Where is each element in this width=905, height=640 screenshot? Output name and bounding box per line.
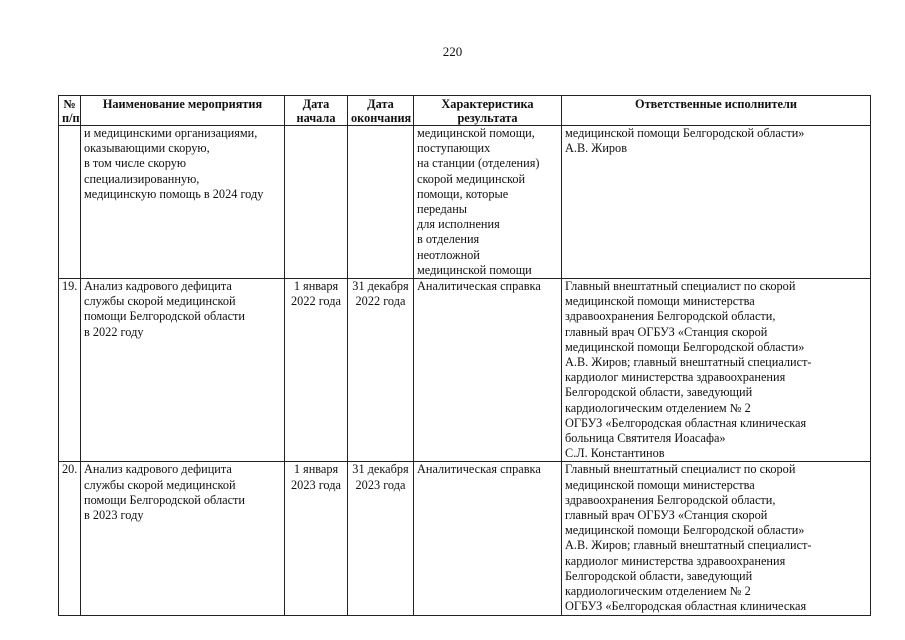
cell-line: Главный внештатный специалист по скорой (565, 279, 796, 294)
cell-line: в 2023 году (84, 508, 144, 523)
cell-line: медицинскую помощь в 2024 году (84, 186, 264, 201)
cell-line: здравоохранения Белгородской области, (565, 309, 776, 324)
cell-line: оказывающими скорую, (84, 141, 210, 156)
cell-activity-name (81, 462, 285, 615)
header-start-line: начала (296, 110, 336, 125)
cell-result (414, 279, 562, 462)
header-number-line: № (63, 97, 76, 111)
table-row (59, 279, 871, 462)
cell-line: Главный внештатный специалист по скорой (565, 462, 796, 477)
cell-responsible (562, 462, 871, 615)
cell-line: 2022 года (291, 294, 341, 309)
cell-line: Аналитическая справка (417, 279, 541, 294)
cell-result (414, 126, 562, 279)
cell-number: 20. (59, 462, 81, 615)
cell-responsible (562, 126, 871, 279)
cell-line: медицинской помощи (417, 262, 532, 277)
cell-result (414, 462, 562, 615)
table-header-row (59, 96, 871, 126)
cell-line: в том числе скорую (84, 156, 187, 171)
cell-line: неотложной (417, 247, 480, 262)
cell-line: Анализ кадрового дефицита (84, 462, 232, 477)
cell-line: помощи, которые (417, 186, 509, 201)
cell-line: помощи Белгородской области (84, 309, 246, 324)
cell-line: Анализ кадрового дефицита (84, 279, 232, 294)
cell-line: здравоохранения Белгородской области, (565, 492, 776, 507)
activities-table (58, 95, 871, 616)
cell-responsible (562, 279, 871, 462)
header-end-date (348, 96, 414, 126)
cell-end-date (348, 126, 414, 279)
cell-line: скорой медицинской (417, 171, 526, 186)
cell-line: медицинской помощи министерства (565, 477, 755, 492)
cell-line: 1 января (293, 279, 339, 294)
cell-line: кардиологическим отделением № 2 (565, 400, 751, 415)
header-end-line: Дата (367, 97, 394, 111)
header-activity-name (81, 96, 285, 126)
header-number-line: п/п (62, 110, 80, 125)
cell-line: главный врач ОГБУЗ «Станция скорой (565, 508, 768, 523)
cell-line: А.В. Жиров; главный внештатный специалист- (565, 538, 812, 553)
cell-line: 31 декабря (352, 279, 409, 294)
cell-line: Белгородской области, заведующий (565, 385, 753, 400)
cell-activity-name (81, 126, 285, 279)
cell-number (59, 126, 81, 279)
header-responsible (562, 96, 871, 126)
header-responsible-text: Ответственные исполнители (635, 97, 797, 111)
cell-line: для исполнения (417, 217, 500, 232)
cell-number: 19. (59, 279, 81, 462)
header-start-date (285, 96, 348, 126)
page-number: 220 (442, 44, 463, 59)
cell-line: в 2022 году (84, 324, 144, 339)
header-number (59, 96, 81, 126)
cell-line: ОГБУЗ «Белгородская областная клиническая (565, 599, 807, 614)
header-end-line: окончания (351, 110, 412, 125)
cell-line: службы скорой медицинской (84, 477, 236, 492)
cell-line: помощи Белгородской области (84, 492, 246, 507)
cell-line: медицинской помощи, (417, 126, 535, 140)
cell-line: специализированную, (84, 171, 200, 186)
cell-line: медицинской помощи Белгородской области» (565, 339, 805, 354)
cell-end-date (348, 279, 414, 462)
cell-line: Белгородской области, заведующий (565, 568, 753, 583)
cell-line: поступающих (417, 141, 491, 156)
cell-line: 2022 года (355, 294, 406, 309)
header-result (414, 96, 562, 126)
cell-activity-name (81, 279, 285, 462)
table-row (59, 126, 871, 279)
cell-line: главный врач ОГБУЗ «Станция скорой (565, 324, 768, 339)
cell-line: С.Л. Константинов (565, 446, 665, 461)
cell-line: на станции (отделения) (417, 156, 540, 171)
cell-line: в отделения (417, 232, 480, 247)
header-result-line: результата (457, 110, 518, 125)
cell-line: службы скорой медицинской (84, 294, 236, 309)
table-row (59, 462, 871, 615)
cell-line: А.В. Жиров; главный внештатный специалист- (565, 355, 812, 370)
cell-line: медицинской помощи Белгородской области» (565, 523, 805, 538)
cell-start-date (285, 126, 348, 279)
header-start-line: Дата (302, 97, 330, 111)
cell-start-date (285, 279, 348, 462)
cell-line: 2023 года (355, 477, 406, 492)
cell-line: 1 января (293, 462, 339, 477)
cell-line: кардиолог министерства здравоохранения (565, 553, 786, 568)
cell-line: ОГБУЗ «Белгородская областная клиническая (565, 415, 807, 430)
cell-line: переданы (417, 202, 468, 217)
cell-line: кардиологическим отделением № 2 (565, 584, 751, 599)
cell-line: и медицинскими организациями, (84, 126, 258, 140)
header-activity-name-text: Наименование мероприятия (102, 97, 263, 111)
cell-line: медицинской помощи министерства (565, 294, 755, 309)
cell-end-date (348, 462, 414, 615)
cell-start-date (285, 462, 348, 615)
cell-line: 31 декабря (352, 462, 409, 477)
cell-line: Аналитическая справка (417, 462, 541, 477)
header-result-line: Характеристика (441, 97, 534, 111)
cell-line: медицинской помощи Белгородской области» (565, 126, 805, 140)
cell-line: А.В. Жиров (565, 141, 628, 156)
cell-line: 2023 года (291, 477, 341, 492)
cell-line: больница Святителя Иоасафа» (565, 431, 726, 446)
cell-line: кардиолог министерства здравоохранения (565, 370, 786, 385)
